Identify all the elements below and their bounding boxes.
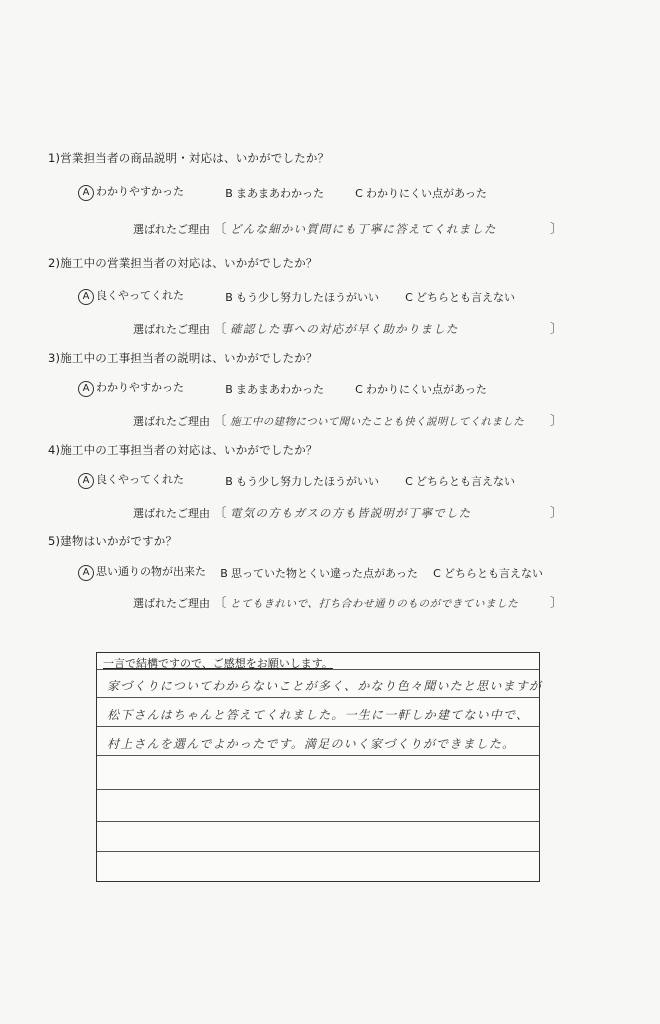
q2-option-a-label: 良くやってくれた bbox=[96, 289, 184, 302]
q5-option-c-label: どちらとも言えない bbox=[444, 567, 543, 580]
q5-option-c-letter: C bbox=[433, 567, 441, 580]
comment-line-divider bbox=[97, 669, 539, 670]
q1-option-a-circled: A bbox=[78, 185, 94, 201]
q2-option-b-letter: B bbox=[225, 291, 233, 304]
q3-option-b bbox=[222, 381, 324, 397]
q4-option-a bbox=[78, 471, 184, 489]
comment-line-2: 松下さんはちゃんと答えてくれました。一生に一軒しか建てない中で、 bbox=[107, 708, 530, 722]
q4-option-c-letter: C bbox=[405, 475, 413, 488]
q3-reason-text: 施工中の建物について聞いたことも快く説明してくれました bbox=[230, 416, 525, 428]
q4-option-b bbox=[222, 473, 379, 489]
q2-option-a-circled: A bbox=[78, 289, 94, 305]
q4-bracket-open: 〔 bbox=[213, 506, 227, 521]
comment-line-divider bbox=[97, 789, 539, 790]
q2-option-c-label: どちらとも言えない bbox=[416, 291, 515, 304]
comment-box bbox=[96, 652, 543, 882]
q2-reason-row bbox=[133, 318, 563, 337]
q5-reason-row bbox=[133, 592, 563, 611]
q3-option-c-label: わかりにくい点があった bbox=[366, 383, 487, 396]
comment-line-divider bbox=[97, 851, 539, 852]
q2-reason-label: 選ばれたご理由 bbox=[133, 323, 210, 336]
q4-option-b-letter: B bbox=[225, 475, 233, 488]
q2-option-c-letter: C bbox=[405, 291, 413, 304]
q1-bracket-close: 〕 bbox=[549, 222, 563, 237]
q3-bracket-open: 〔 bbox=[213, 414, 227, 429]
comment-line-divider bbox=[97, 755, 539, 756]
q1-option-c bbox=[352, 185, 487, 201]
q3-option-b-label: まあまあわかった bbox=[236, 383, 324, 396]
q4-reason-row bbox=[133, 502, 563, 521]
q3-option-c-letter: C bbox=[355, 383, 363, 396]
q5-option-b-label: 思っていた物とくい違った点があった bbox=[231, 567, 418, 580]
comment-line-divider bbox=[97, 697, 539, 698]
q5-option-b bbox=[217, 565, 418, 581]
q1-reason-label: 選ばれたご理由 bbox=[133, 223, 210, 236]
q1-option-b-label: まあまあわかった bbox=[236, 187, 324, 200]
q5-reason-label: 選ばれたご理由 bbox=[133, 597, 210, 610]
q3-option-a-circled: A bbox=[78, 381, 94, 397]
comment-line-divider bbox=[97, 726, 539, 727]
q5-option-a bbox=[78, 563, 206, 581]
q4-reason-label: 選ばれたご理由 bbox=[133, 507, 210, 520]
comment-line-1: 家づくりについてわからないことが多く、かなり色々聞いたと思いますが bbox=[107, 679, 543, 693]
question-4: 4)施工中の工事担当者の対応は、いかがでしたか？ bbox=[48, 443, 318, 457]
q4-option-c-label: どちらとも言えない bbox=[416, 475, 515, 488]
q4-option-b-label: もう少し努力したほうがいい bbox=[236, 475, 379, 488]
q2-option-a bbox=[78, 287, 184, 305]
q5-option-c bbox=[430, 565, 543, 581]
question-1: 1)営業担当者の商品説明・対応は、いかがでしたか？ bbox=[48, 151, 330, 165]
q4-option-a-label: 良くやってくれた bbox=[96, 473, 184, 486]
q4-reason-text: 電気の方もガスの方も皆説明が丁寧でした bbox=[230, 506, 472, 520]
q4-option-c bbox=[402, 473, 515, 489]
q5-reason-text: とてもきれいで、打ち合わせ通りのものができていました bbox=[230, 598, 519, 610]
q4-option-a-circled: A bbox=[78, 473, 94, 489]
q3-option-c bbox=[352, 381, 487, 397]
q3-option-b-letter: B bbox=[225, 383, 233, 396]
comment-line-3: 村上さんを選んでよかったです。満足のいく家づくりができました。 bbox=[107, 737, 516, 751]
q3-reason-row bbox=[133, 410, 563, 429]
q5-option-a-label: 思い通りの物が出来た bbox=[96, 565, 206, 578]
q5-option-a-circled: A bbox=[78, 565, 94, 581]
q2-reason-text: 確認した事への対応が早く助かりました bbox=[230, 322, 459, 336]
q1-reason-text: どんな細かい質問にも丁寧に答えてくれました bbox=[230, 222, 497, 236]
q3-bracket-close: 〕 bbox=[549, 414, 563, 429]
q3-option-a-label: わかりやすかった bbox=[96, 381, 184, 394]
q2-option-b bbox=[222, 289, 379, 305]
q1-option-c-label: わかりにくい点があった bbox=[366, 187, 487, 200]
q4-bracket-close: 〕 bbox=[549, 506, 563, 521]
q1-option-b-letter: B bbox=[225, 187, 233, 200]
question-2: 2)施工中の営業担当者の対応は、いかがでしたか？ bbox=[48, 256, 318, 270]
comment-line-divider bbox=[97, 821, 539, 822]
question-5: 5)建物はいかがですか？ bbox=[48, 534, 178, 548]
q5-bracket-open: 〔 bbox=[213, 596, 227, 611]
question-3: 3)施工中の工事担当者の説明は、いかがでしたか？ bbox=[48, 351, 318, 365]
q1-option-b bbox=[222, 185, 324, 201]
q1-reason-row bbox=[133, 218, 563, 237]
q2-bracket-open: 〔 bbox=[213, 322, 227, 337]
q3-option-a bbox=[78, 379, 184, 397]
comment-box-title: 一言で結構ですので、ご感想をお願いします。 bbox=[103, 657, 333, 670]
q1-option-c-letter: C bbox=[355, 187, 363, 200]
q1-bracket-open: 〔 bbox=[213, 222, 227, 237]
q1-option-a-label: わかりやすかった bbox=[96, 185, 184, 198]
q2-option-b-label: もう少し努力したほうがいい bbox=[236, 291, 379, 304]
q5-option-b-letter: B bbox=[220, 567, 228, 580]
q2-option-c bbox=[402, 289, 515, 305]
q1-option-a bbox=[78, 183, 184, 201]
q3-reason-label: 選ばれたご理由 bbox=[133, 415, 210, 428]
q2-bracket-close: 〕 bbox=[549, 322, 563, 337]
q5-bracket-close: 〕 bbox=[549, 596, 563, 611]
